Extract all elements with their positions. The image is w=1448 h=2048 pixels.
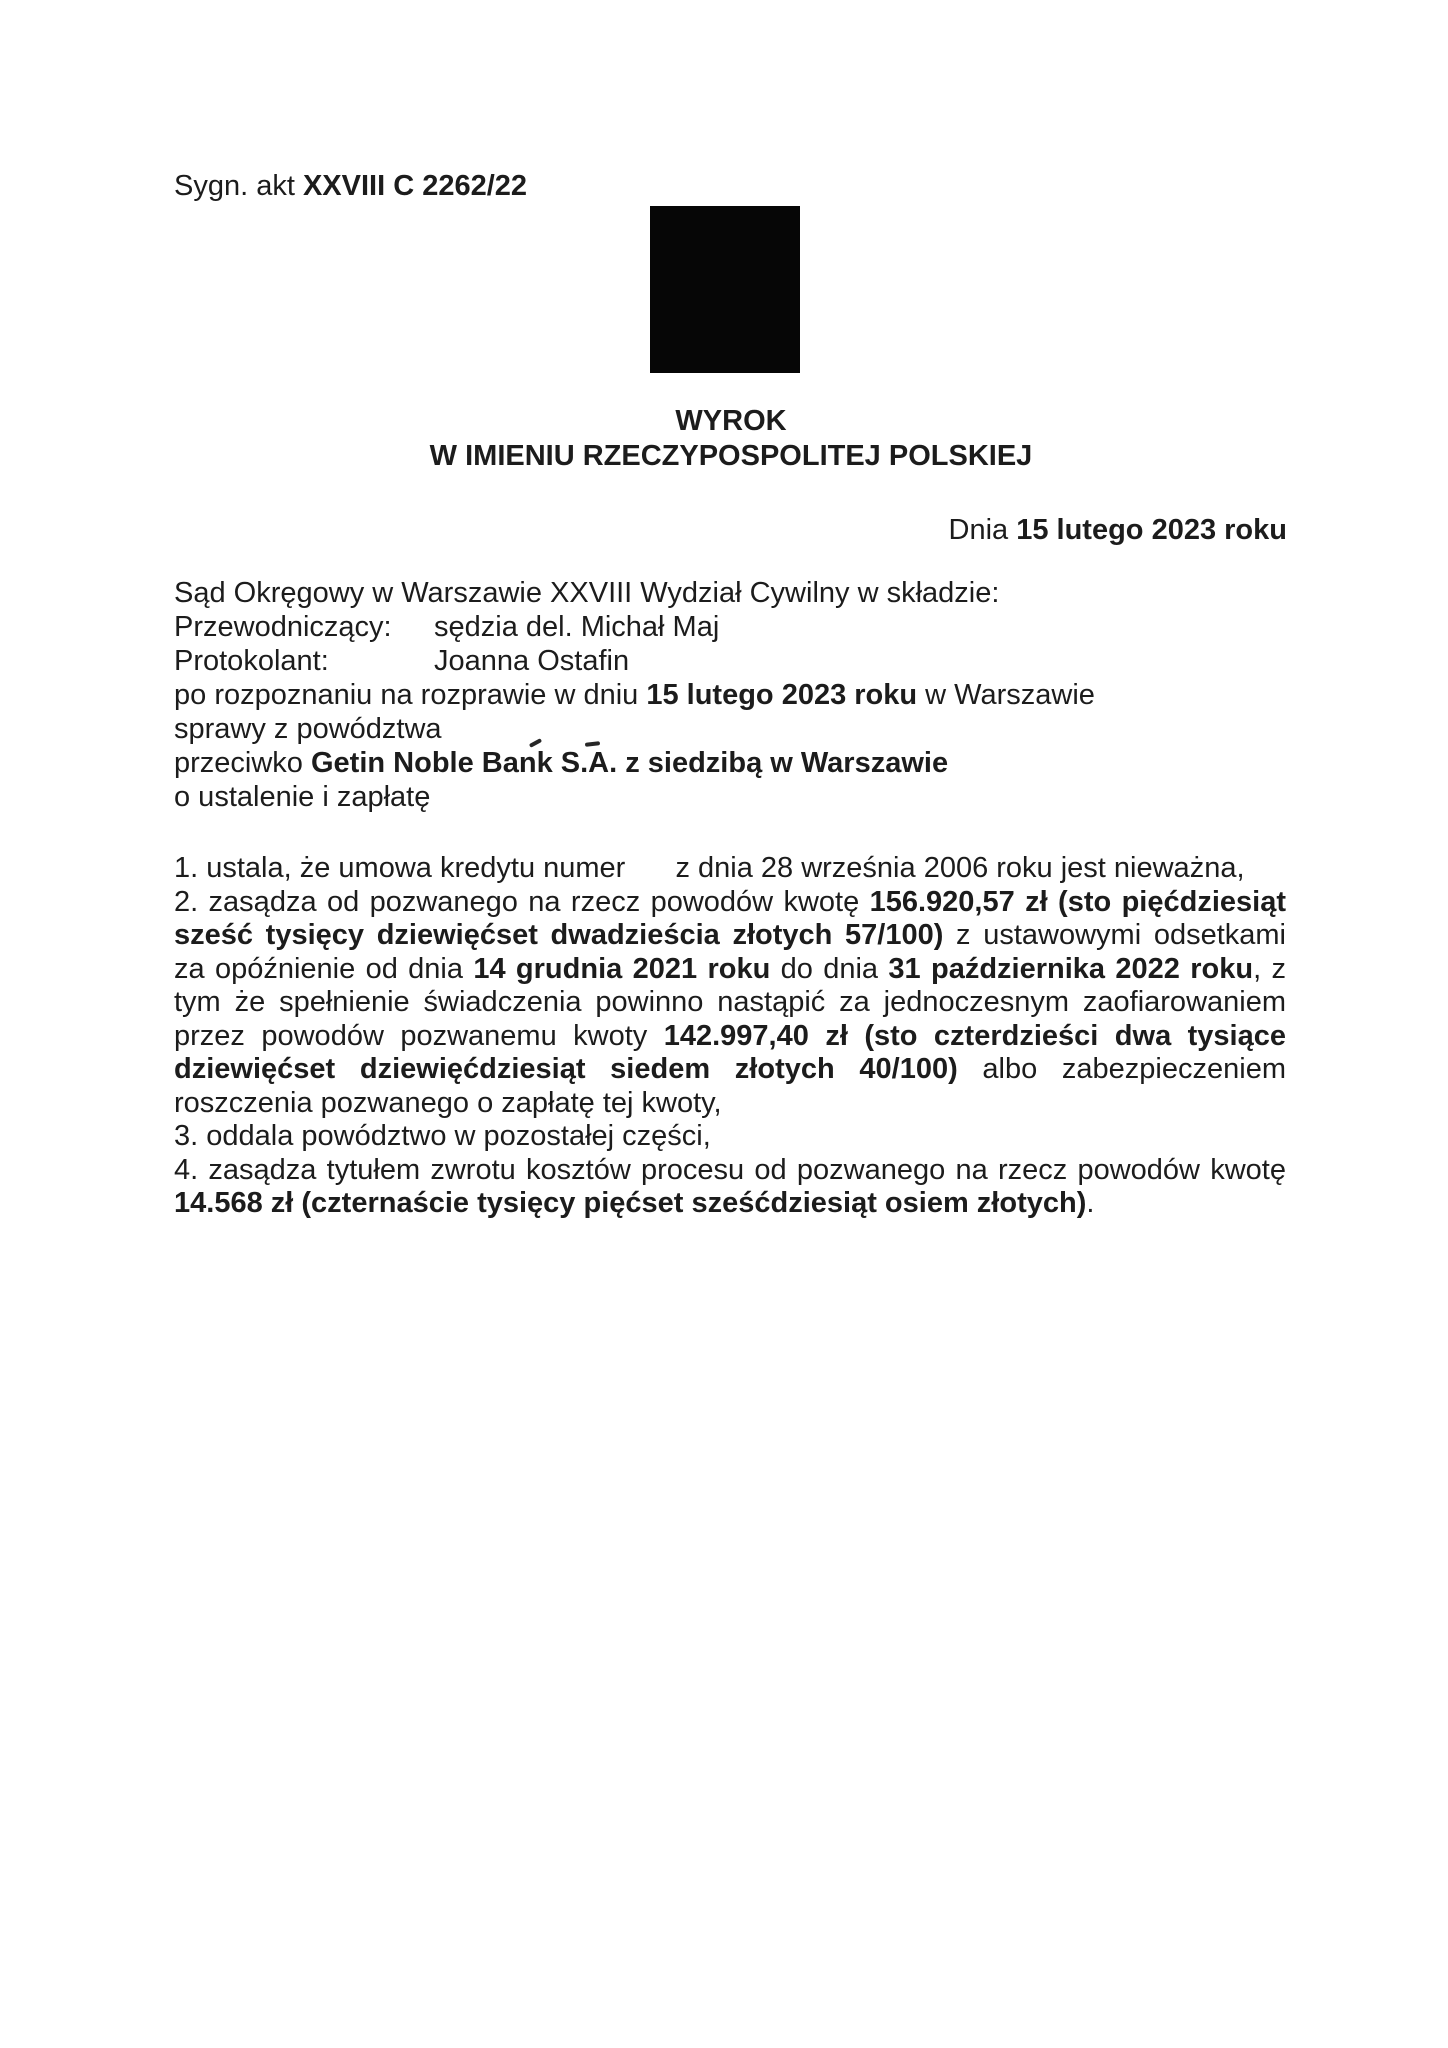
hearing-line — [174, 678, 1304, 712]
hearing-date: 15 lutego 2023 roku — [646, 679, 918, 711]
clerk-value: Joanna Ostafin — [434, 645, 630, 677]
case-reference-number: XXVIII C 2262/22 — [302, 170, 528, 202]
clerk-line — [174, 644, 1304, 678]
rulings-section — [174, 852, 1286, 1221]
court-line: Sąd Okręgowy w Warszawie XXVIII Wydział Cywilny w składzie: — [174, 577, 1000, 609]
date-prefix: Dnia — [948, 514, 1017, 546]
judgment-date-line — [175, 514, 1287, 548]
ruling-paragraph-3: 3. oddala powództwo w pozostałej części, — [174, 1120, 711, 1152]
redaction-block — [650, 206, 800, 373]
title-line-2: W IMIENIU RZECZYPOSPOLITEJ POLSKIEJ — [429, 440, 1033, 472]
defendant-line — [174, 746, 1304, 780]
hearing-suffix: w Warszawie — [917, 679, 1095, 711]
defendant-name: Getin Noble Bank S.A. z siedzibą w Warszawie — [311, 747, 949, 779]
case-subject-line: o ustalenie i zapłatę — [174, 781, 431, 813]
court-panel-block — [174, 576, 1304, 814]
presiding-value: sędzia del. Michał Maj — [434, 611, 720, 643]
judgment-date: 15 lutego 2023 roku — [1016, 514, 1287, 546]
plaintiff-line: sprawy z powództwa — [174, 713, 442, 745]
case-reference-line — [174, 170, 527, 204]
clerk-label: Protokolant: — [174, 645, 329, 677]
defendant-prefix: przeciwko — [174, 747, 311, 779]
ruling-paragraph-1: 1. ustala, że umowa kredytu numer z dnia 28 września 2006 roku jest nieważna, — [174, 852, 1245, 884]
ruling-paragraph-2: 2. zasądza od pozwanego na rzecz powodów kwotę 156.920,57 zł (sto pięćdziesiąt sześć tysięcy dziewięćset dwadzieścia złotych 57/100) z ustawowymi odsetkami za opóźnienie od dnia 14 grudnia 2021 roku do dnia 31 października 2022 roku, z tym że spełnienie świadczenia powinno nastąpić za jednoczesnym zaofiarowaniem przez powodów pozwanemu kwoty 142.997,40 zł (sto czterdzieści dwa tysiące dziewięćset dziewięćdziesiąt siedem złotych 40/100) albo zabezpieczeniem roszczenia pozwanego o zapłatę tej kwoty, — [174, 885, 1286, 1119]
document-title — [175, 404, 1287, 474]
ruling-paragraph-4: 4. zasądza tytułem zwrotu kosztów procesu od pozwanego na rzecz powodów kwotę 14.568 zł (czternaście tysięcy pięćset sześćdziesiąt osiem złotych). — [174, 1153, 1286, 1219]
redacted-gap — [633, 876, 667, 877]
presiding-judge-line — [174, 610, 1304, 644]
title-line-1: WYROK — [675, 405, 787, 437]
presiding-label: Przewodniczący: — [174, 611, 392, 643]
case-reference-label: Sygn. akt — [174, 170, 303, 202]
hearing-prefix: po rozpoznaniu na rozprawie w dniu — [174, 679, 647, 711]
